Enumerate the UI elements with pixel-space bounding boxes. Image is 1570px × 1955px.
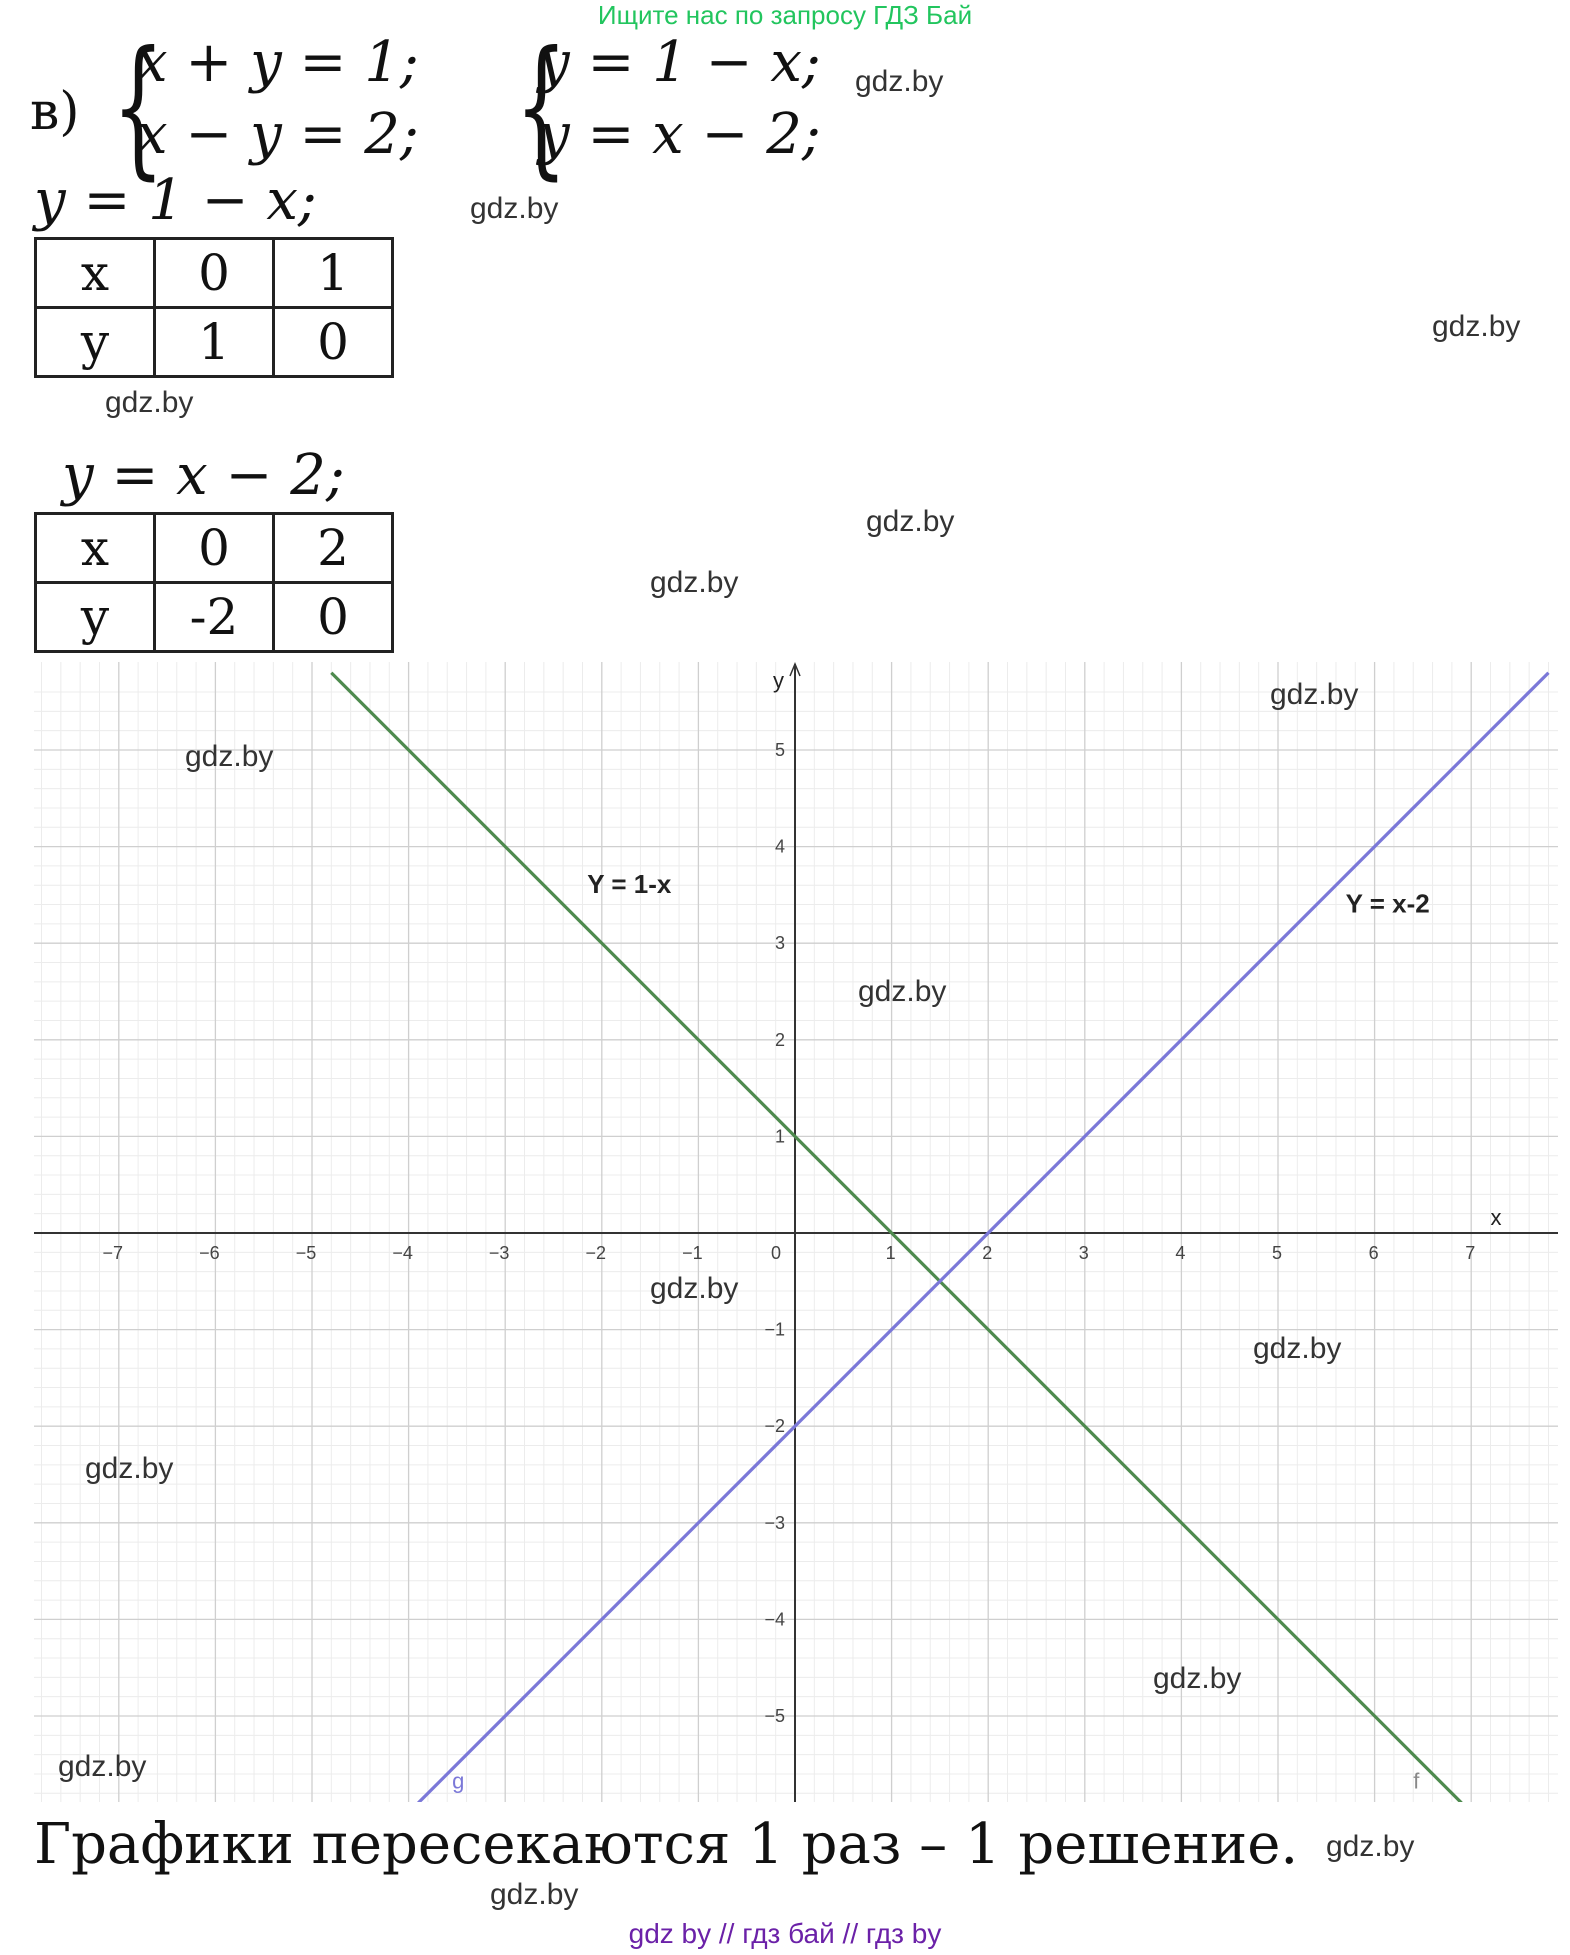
conclusion-text: Графики пересекаются 1 раз – 1 решение. <box>34 1812 1299 1877</box>
system1-eq2: x − y = 2; <box>136 102 419 167</box>
table-row <box>36 583 393 652</box>
system2-eq2: y = x − 2; <box>538 102 821 167</box>
watermark: gdz.by <box>866 505 955 538</box>
footer-links[interactable]: gdz by // гдз бай // гдз by <box>628 1918 942 1949</box>
table-cell: y <box>36 583 155 652</box>
watermark: gdz.by <box>1432 310 1521 343</box>
table-cell: x <box>36 514 155 583</box>
table2-title: y = x − 2; <box>62 443 345 508</box>
system1-eq1: x + y = 1; <box>136 30 419 95</box>
problem-label: в) <box>30 82 80 142</box>
y-tick-label: −2 <box>764 1416 785 1437</box>
y-tick-label: −1 <box>764 1319 785 1340</box>
y-axis-label: y <box>773 668 784 693</box>
watermark: gdz.by <box>470 192 559 225</box>
x-tick-label: 0 <box>771 1243 782 1263</box>
series-tag: g <box>452 1768 465 1794</box>
watermark: gdz.by <box>85 1452 174 1485</box>
watermark: gdz.by <box>185 740 274 773</box>
table-cell: 1 <box>155 308 274 377</box>
x-tick-label: 3 <box>1078 1243 1089 1263</box>
x-tick-label: −4 <box>392 1243 413 1263</box>
value-table-1 <box>34 237 394 378</box>
x-tick-label: −1 <box>682 1243 703 1263</box>
series-label: Y = 1-x <box>587 869 672 900</box>
table-cell: 0 <box>155 514 274 583</box>
table-row <box>36 308 393 377</box>
watermark: gdz.by <box>1253 1332 1342 1365</box>
table-row <box>36 514 393 583</box>
watermark: gdz.by <box>1153 1662 1242 1695</box>
watermark: gdz.by <box>650 566 739 599</box>
table1-title: y = 1 − x; <box>34 168 317 233</box>
x-tick-label: −3 <box>488 1243 510 1263</box>
watermark: gdz.by <box>1270 678 1359 711</box>
x-tick-label: −2 <box>585 1243 607 1263</box>
watermark: gdz.by <box>58 1750 147 1783</box>
x-tick-label: 5 <box>1272 1243 1283 1263</box>
x-tick-label: 4 <box>1175 1243 1186 1263</box>
series-label: Y = x-2 <box>1345 888 1430 919</box>
watermark: gdz.by <box>490 1878 579 1911</box>
y-tick-label: 4 <box>774 836 785 857</box>
series-tag: f <box>1413 1768 1420 1794</box>
y-tick-label: 5 <box>774 740 785 760</box>
table-cell: 0 <box>155 239 274 308</box>
y-tick-label: 3 <box>774 933 785 954</box>
x-tick-label: 7 <box>1465 1243 1476 1263</box>
y-tick-label: 2 <box>774 1029 785 1050</box>
x-tick-label: 6 <box>1368 1243 1379 1263</box>
value-table-2 <box>34 512 394 653</box>
table-cell: 2 <box>274 514 393 583</box>
table-cell: 1 <box>274 239 393 308</box>
table-cell: 0 <box>274 583 393 652</box>
table-cell: 0 <box>274 308 393 377</box>
x-tick-label: −5 <box>295 1243 317 1263</box>
watermark: gdz.by <box>855 65 944 98</box>
y-tick-label: −4 <box>764 1609 785 1630</box>
system2-eq1: y = 1 − x; <box>538 30 821 95</box>
y-tick-label: −3 <box>764 1512 785 1533</box>
series-line <box>418 673 1548 1802</box>
y-tick-label: −5 <box>764 1706 785 1726</box>
x-tick-label: −7 <box>102 1243 124 1263</box>
x-tick-label: 2 <box>982 1243 993 1263</box>
watermark: gdz.by <box>858 975 947 1008</box>
watermark: gdz.by <box>1326 1830 1415 1863</box>
watermark: gdz.by <box>650 1272 739 1305</box>
table-cell: y <box>36 308 155 377</box>
x-axis-label: x <box>1490 1205 1502 1230</box>
function-graph <box>34 662 1558 1802</box>
x-tick-label: −6 <box>199 1243 220 1263</box>
brace-1: { <box>112 20 165 194</box>
brace-2: { <box>515 20 568 194</box>
table-row <box>36 239 393 308</box>
table-cell: -2 <box>155 583 274 652</box>
x-tick-label: 1 <box>885 1243 896 1263</box>
top-banner[interactable]: Ищите нас по запросу ГДЗ Бай <box>597 0 973 30</box>
series-line <box>331 673 1461 1802</box>
table-cell: x <box>36 239 155 308</box>
y-tick-label: 1 <box>774 1126 785 1147</box>
watermark: gdz.by <box>105 386 194 419</box>
